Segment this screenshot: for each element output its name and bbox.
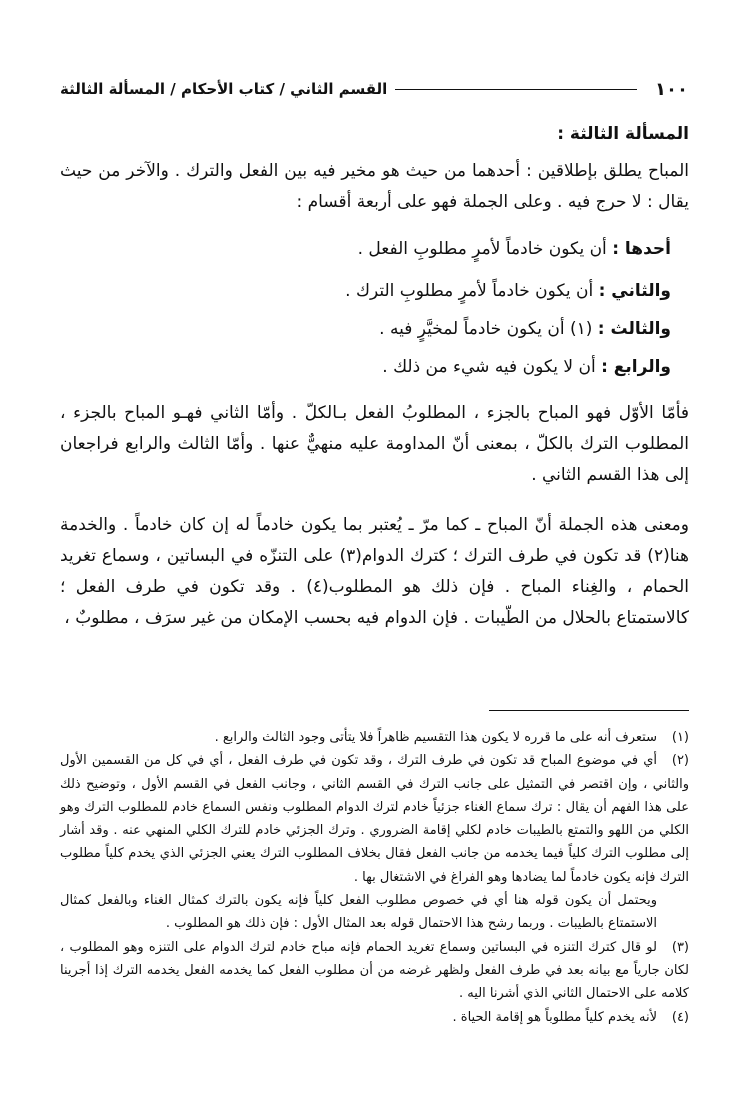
item-text: أن لا يكون فيه شيء من ذلك . [382, 357, 596, 377]
running-header [60, 76, 688, 102]
header-title: القسم الثاني / كتاب الأحكام / المسألة الثالثة [60, 80, 388, 98]
footnote-text: لو قال كترك التنزه في البساتين وسماع تغريد الحمام فإنه مباح خادم لترك الدوام على التنزه وهو المطلوب ، لكان جارياً مع بيانه بعد في طرف الفعل ولظهر غرضه من أن مطلوب الفعل كما يخدمه الفعل يخدمه الترك إذا أجرينا كلامه على الاحتمال الثاني الذي أشرنا اليه . [60, 939, 689, 1002]
item-label: والثاني : [598, 281, 671, 301]
list-item-1 [60, 234, 671, 264]
section-title: المسألة الثالثة : [557, 124, 689, 144]
footnote-2 [60, 749, 689, 889]
body-paragraph-2: فأمّا الأوّل فهو المباح بالجزء ، المطلوبُ الفعل بـالكلّ . وأمّا الثاني فهـو المباح بالجزء ، المطلوب الترك بالكلّ ، بمعنى أنّ المداومة عليه منهيٌّ عنها . وأمّا الثالث والرابع فراجعان إلى هذا القسم الثاني . [60, 403, 689, 485]
footnote-text: ستعرف أنه على ما قرره لا يكون هذا التقسيم ظاهراً فلا يتأتى وجود الثالث والرابع . [214, 730, 657, 745]
footnote-2-continuation: ويحتمل أن يكون قوله هنا أي في خصوص مطلوب الفعل كلياً فإنه يكون بالترك كمثال الغناء وبالفعل كمثال الاستمتاع بالطيبات . وربما رشح هذا الاحتمال قوله بعد المثال الأول : فإن ذلك هو المطلوب . [60, 893, 657, 932]
item-label: أحدها : [612, 239, 671, 259]
page-number: ١٠٠ [655, 78, 688, 100]
footnote-4 [60, 1006, 689, 1029]
footnote-separator [489, 710, 689, 711]
list-item-3 [60, 314, 671, 344]
footnote-text: أي في موضوع المباح قد تكون في طرف الترك ، وقد تكون في طرف الفعل ، أي في كل من القسمين الأول والثاني ، وإن اقتصر في التمثيل على جانب الترك في القسم الثاني ، وجانب الفعل في القسم الأول ، وتوضيح ذلك على هذا الفهم أن يقال : ترك سماع الغناء جزئياً خادم لترك الدوام المطلوب ونفس السماع خادم للمطلوب الترك وهو الكلي من اللهو والتمتع بالطيبات خادم لكلي إقامة الضروري . وترك الجزئي خادم للترك الكلي المنهي عنه . وقد أشار إلى مطلوب الترك كلياً فيما يخدمه من جانب الفعل فقال بخلاف المطلوب الترك يعني الجزئي الذي يخدم كلياً مطلوب الترك فإنه يكون خادماً لما يضادها وهو الفراغ في الاشتغال بها . [60, 753, 689, 885]
item-label: والرابع : [601, 357, 671, 377]
footnote-1 [60, 726, 689, 749]
footnotes [60, 726, 689, 1029]
footnote-text: لأنه يخدم كلياً مطلوباً هو إقامة الحياة . [452, 1009, 657, 1025]
list-item-2 [60, 276, 671, 306]
footnote-number: (٤) [671, 1009, 689, 1025]
footnote-number: (٣) [671, 939, 689, 955]
item-text: (١) أن يكون خادماً لمخيَّرٍ فيه . [379, 319, 593, 339]
footnote-number: (٢) [671, 753, 689, 769]
footnote-number: (١) [671, 730, 689, 745]
item-label: والثالث : [597, 319, 671, 339]
item-text: أن يكون خادماً لأمرٍ مطلوبِ الفعل . [357, 239, 607, 259]
intro-paragraph: المباح يطلق بإطلاقين : أحدهما من حيث هو مخير فيه بين الفعل والترك . والآخر من حيث يقال : لا حرج فيه . وعلى الجملة فهو على أربعة أقسام : [60, 161, 689, 212]
list-item-4 [60, 352, 671, 382]
footnote-3 [60, 936, 689, 1006]
body-paragraph-3: ومعنى هذه الجملة أنّ المباح ـ كما مرّ ـ يُعتبر بما يكون خادماً له إن كان خادماً . والخدمة هنا(٢) قد تكون في طرف الترك ؛ كترك الدوام(٣) على التنزّه في البساتين ، وسماع تغريد الحمام ، والغِناء المباح . فإن ذلك هو المطلوب(٤) . وقد تكون في طرف الفعل ؛ كالاستمتاع بالحلال من الطّيبات . فإن الدوام فيه بحسب الإمكان من غير سرَف ، مطلوبٌ ، [60, 515, 689, 628]
header-rule [395, 89, 637, 90]
item-text: أن يكون خادماً لأمرٍ مطلوبِ الترك . [345, 281, 594, 301]
